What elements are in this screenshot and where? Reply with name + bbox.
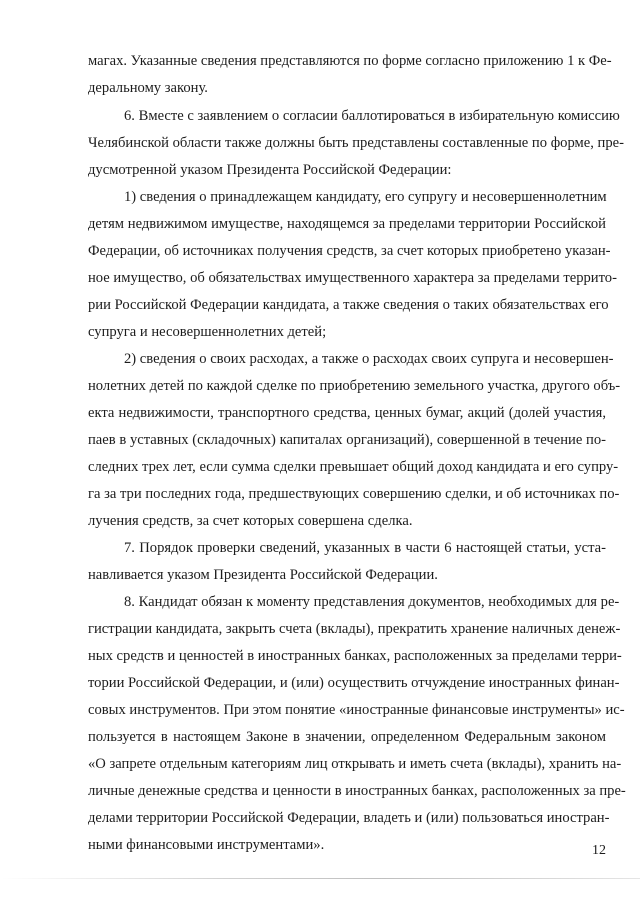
text-line: ными финансовыми инструментами».	[88, 837, 325, 853]
text-line: «О запрете отдельным категориям лиц открывать и иметь счета (вклады), хранить на-	[88, 756, 622, 772]
paragraph-6-start: 6. Вместе с заявлением о согласии баллотироваться в избирательную комиссию	[124, 108, 620, 124]
paragraph-8-start: 8. Кандидат обязан к моменту представления документов, необходимых для ре-	[124, 594, 620, 610]
text-line: паев в уставных (складочных) капиталах организаций), совершенной в течение по-	[88, 432, 606, 448]
page-number: 12	[592, 843, 606, 858]
text-line: Челябинской области также должны быть представлены составленные по форме, пре-	[88, 135, 624, 151]
text-line: га за три последних года, предшествующих совершению сделки, и об источниках по-	[88, 486, 620, 502]
text-line: деральному закону.	[88, 80, 208, 96]
text-line: супруга и несовершеннолетних детей;	[88, 324, 327, 340]
text-line: гистрации кандидата, закрыть счета (вклады), прекратить хранение наличных денеж-	[88, 621, 621, 637]
text-line: пользуется в настоящем Законе в значении, определенном Федеральным законом	[88, 729, 606, 745]
text-line: детям недвижимом имуществе, находящемся за пределами территории Российской	[88, 216, 606, 232]
text-line: рии Российской Федерации кандидата, а также сведения о таких обязательствах его	[88, 297, 609, 313]
text-line: ных средств и ценностей в иностранных банках, расположенных за пределами терри-	[88, 648, 622, 664]
text-line: дусмотренной указом Президента Российской Федерации:	[88, 162, 452, 178]
scan-edge-divider	[0, 878, 640, 879]
paragraph-7-start: 7. Порядок проверки сведений, указанных в части 6 настоящей статьи, уста-	[124, 540, 606, 556]
text-line: екта недвижимости, транспортного средства, ценных бумаг, акций (долей участия,	[88, 405, 606, 421]
list-item-1-start: 1) сведения о принадлежащем кандидату, его супругу и несовершеннолетним	[124, 189, 607, 205]
text-line: Федерации, об источниках получения средств, за счет которых приобретено указан-	[88, 243, 611, 259]
text-line: ное имущество, об обязательствах имущественного характера за пределами террито-	[88, 270, 617, 286]
text-line: тории Российской Федерации, и (или) осуществить отчуждение иностранных финан-	[88, 675, 620, 691]
text-line: личные денежные средства и ценности в иностранных банках, расположенных за пре-	[88, 783, 626, 799]
text-line: лучения средств, за счет которых совершена сделка.	[88, 513, 413, 529]
text-line: навливается указом Президента Российской Федерации.	[88, 567, 438, 583]
text-line: совых инструментов. При этом понятие «иностранные финансовые инструменты» ис-	[88, 702, 625, 718]
text-line: следних трех лет, если сумма сделки превышает общий доход кандидата и его супру-	[88, 459, 619, 475]
text-line: магах. Указанные сведения представляются по форме согласно приложению 1 к Фе-	[88, 53, 612, 69]
text-line: делами территории Российской Федерации, владеть и (или) пользоваться иностран-	[88, 810, 610, 826]
text-line: нолетних детей по каждой сделке по приобретению земельного участка, другого объ-	[88, 378, 621, 394]
list-item-2-start: 2) сведения о своих расходах, а также о расходах своих супруга и несовершен-	[124, 351, 614, 367]
